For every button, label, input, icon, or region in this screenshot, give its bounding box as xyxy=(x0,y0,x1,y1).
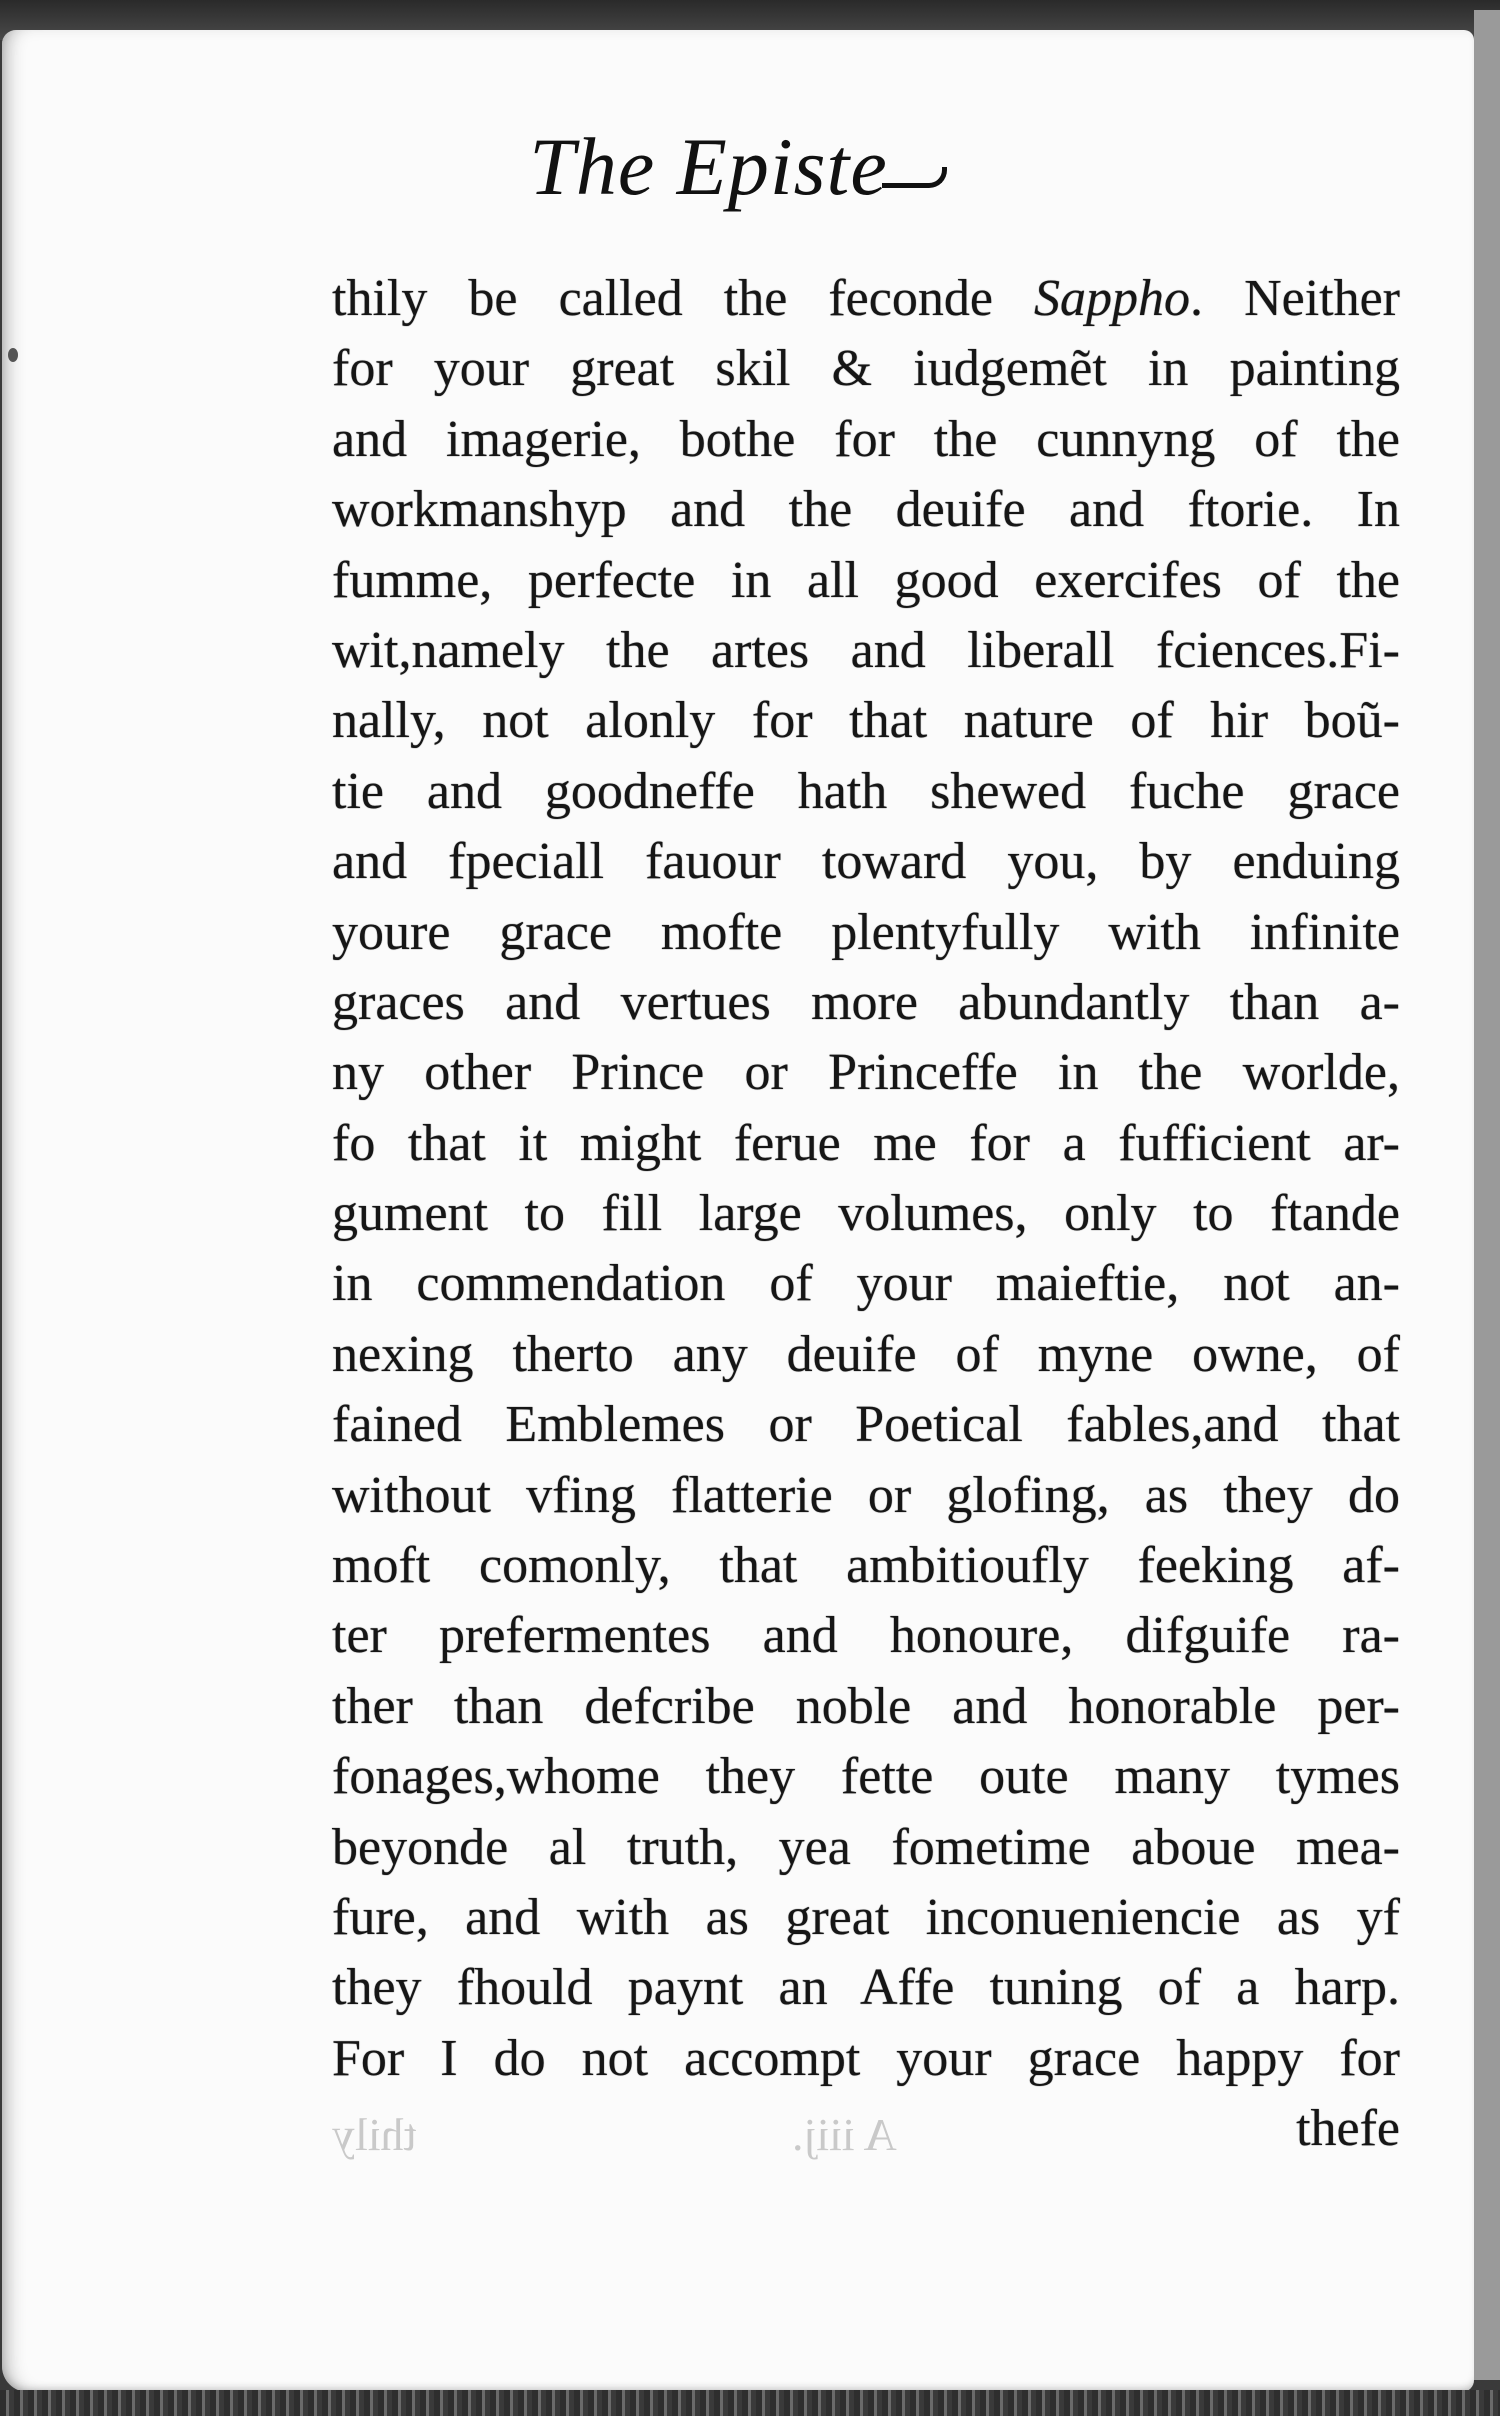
text-line: workmanshyp and the deuife and ftorie. In xyxy=(332,481,1400,539)
body-text xyxy=(332,264,1400,2165)
text-line: fonages,whome they fette oute many tymes xyxy=(332,1748,1400,1806)
text-line: they fhould paynt an Affe tuning of a harp. xyxy=(332,1959,1400,2017)
text-line: fure, and with as great inconueniencie as yf xyxy=(332,1888,1400,1946)
text-line: graces and vertues more abundantly than a- xyxy=(332,973,1400,1031)
text-line xyxy=(332,264,1400,334)
running-head xyxy=(2,120,1474,214)
flourish-ornament-icon xyxy=(882,167,947,188)
show-through-text: thily xyxy=(332,2109,417,2160)
text-line: youre grace mofte plentyfully with infinite xyxy=(332,903,1400,961)
running-head-text: The Episte xyxy=(529,121,888,212)
book-page xyxy=(2,30,1474,2392)
show-through-signature: A iiij. xyxy=(792,2109,897,2160)
text-segment: . Neither xyxy=(1190,270,1400,327)
text-line: nally, not alonly for that nature of hir boũ- xyxy=(332,692,1400,750)
scan-right-edge xyxy=(1474,10,1500,2380)
text-line: wit,namely the artes and liberall fciences.Fi- xyxy=(332,621,1400,679)
text-line: beyonde al truth, yea fometime aboue mea- xyxy=(332,1818,1400,1876)
text-line: ny other Prince or Princeffe in the worlde, xyxy=(332,1044,1400,1102)
text-line: and fpeciall fauour toward you, by enduing xyxy=(332,833,1400,891)
text-line: fained Emblemes or Poetical fables,and that xyxy=(332,1396,1400,1454)
scan-bottom-border xyxy=(0,2390,1500,2416)
text-line: fo that it might ferue me for a fufficient ar- xyxy=(332,1114,1400,1172)
text-line: moft comonly, that ambitioufly feeking af- xyxy=(332,1537,1400,1595)
text-line: for your great skil & iudgemẽt in painting xyxy=(332,340,1400,398)
text-line: in commendation of your maieftie, not an- xyxy=(332,1255,1400,1313)
text-line: gument to fill large volumes, only to ftande xyxy=(332,1185,1400,1243)
text-line: For I do not accompt your grace happy for xyxy=(332,2029,1400,2087)
text-segment: thily be called the feconde xyxy=(332,270,1034,327)
text-line: ther than defcribe noble and honorable per- xyxy=(332,1677,1400,1735)
text-line: without vfing flatterie or glofing, as they do xyxy=(332,1466,1400,1524)
text-line: tie and goodneffe hath shewed fuche grace xyxy=(332,762,1400,820)
text-line: ter prefermentes and honoure, difguife ra- xyxy=(332,1607,1400,1665)
ink-speck xyxy=(8,348,18,362)
catchword: thefe xyxy=(1296,2100,1400,2158)
text-line: nexing therto any deuife of myne owne, of xyxy=(332,1325,1400,1383)
text-line: and imagerie, bothe for the cunnyng of the xyxy=(332,410,1400,468)
text-line: fumme, perfecte in all good exercifes of the xyxy=(332,551,1400,609)
italic-name: Sappho xyxy=(1034,270,1190,327)
